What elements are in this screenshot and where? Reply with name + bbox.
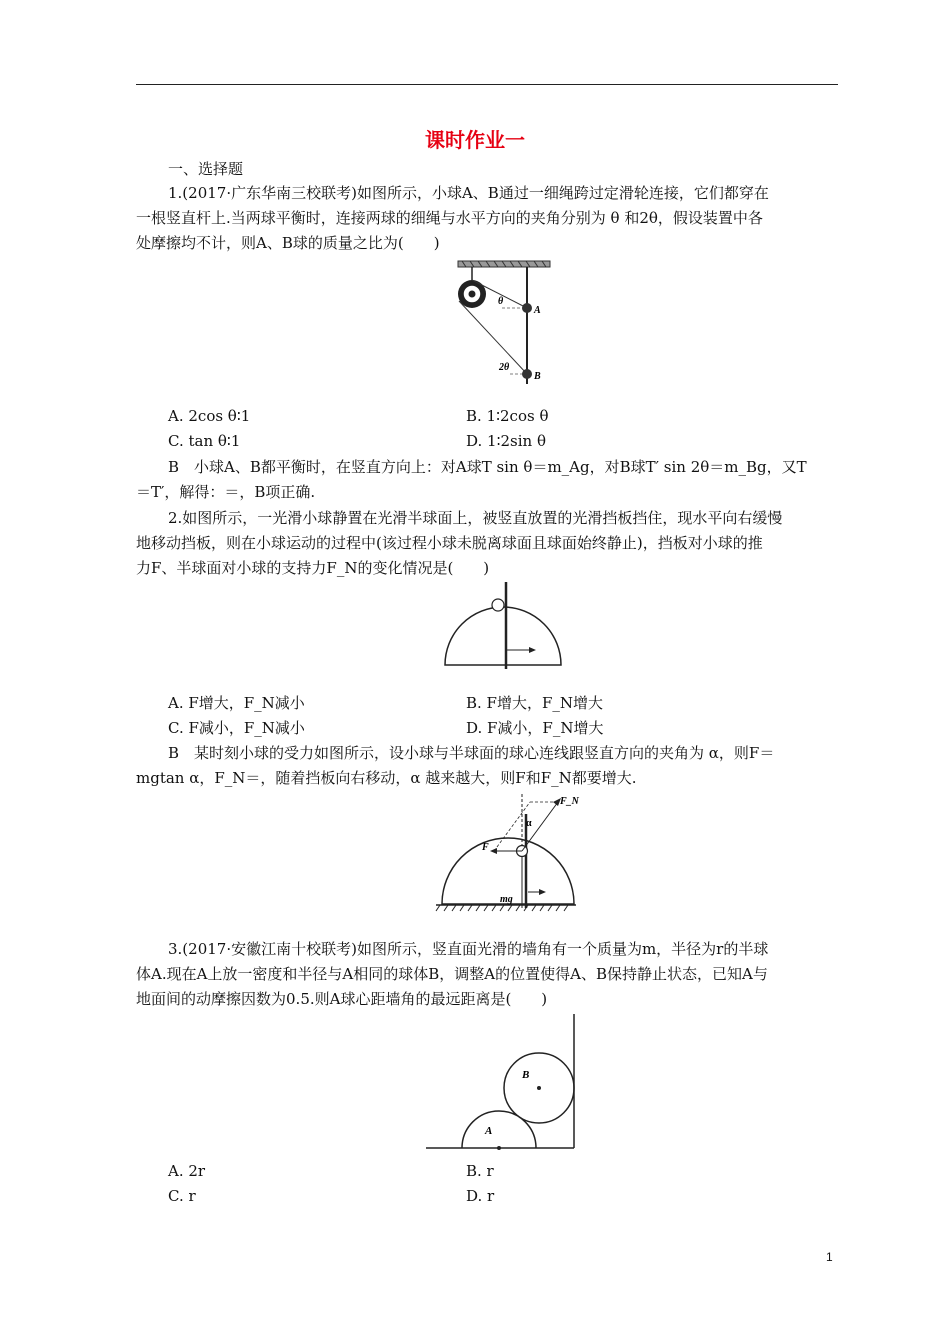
q1-label-a: A — [534, 305, 541, 316]
q3-option-c: C. r — [168, 1187, 196, 1205]
q2-option-d: D. F减小，F_N增大 — [466, 719, 604, 737]
q2-alpha-label: α — [526, 818, 532, 829]
q1-theta-label: θ — [498, 296, 504, 307]
q1-answer-line: ＝T′，解得：＝，B项正确. — [136, 483, 316, 501]
q1-text-line: 处摩擦均不计，则A、B球的质量之比为( ) — [136, 234, 440, 252]
q2-fn-label: F_N — [560, 796, 579, 807]
q2-text-line: 地移动挡板，则在小球运动的过程中(该过程小球未脱离球面且球面始终静止)，挡板对小球的推 — [136, 534, 763, 552]
q3-label-b: B — [522, 1069, 530, 1081]
q3-wall-figure — [424, 1012, 580, 1152]
q3-option-b: B. r — [466, 1162, 494, 1180]
q1-option-c: C. tan θ∶1 — [168, 432, 241, 450]
header-rule — [136, 84, 838, 85]
q1-option-a: A. 2cos θ∶1 — [168, 407, 251, 425]
q2-answer-line: mgtan α，F_N＝，随着挡板向右移动，α 越来越大，则F和F_N都要增大. — [136, 769, 637, 787]
q1-label-b: B — [534, 371, 541, 382]
q1-two-theta-label: 2θ — [499, 362, 510, 373]
q2-text-line: 2.如图所示，一光滑小球静置在光滑半球面上，被竖直放置的光滑挡板挡住，现水平向右缓慢 — [168, 509, 783, 527]
q1-pulley-figure — [450, 260, 560, 386]
q3-label-a: A — [485, 1125, 493, 1137]
q1-option-b: B. 1∶2cos θ — [466, 407, 549, 425]
q2-hemisphere-figure — [440, 580, 570, 670]
q2-answer-line: B 某时刻小球的受力如图所示，设小球与半球面的球心连线跟竖直方向的夹角为 α，则F＝ — [168, 744, 775, 762]
q2-option-b: B. F增大，F_N增大 — [466, 694, 604, 712]
q1-text-line: 一根竖直杆上.当两球平衡时，连接两球的细绳与水平方向的夹角分别为 θ 和2θ，假设装置中各 — [136, 209, 763, 227]
q3-text-line: 地面间的动摩擦因数为0.5.则A球心距墙角的最远距离是( ) — [136, 990, 548, 1008]
q1-option-d: D. 1∶2sin θ — [466, 432, 546, 450]
q1-answer-line: B 小球A、B都平衡时，在竖直方向上：对A球T sin θ＝m_Ag，对B球T′ sin 2θ＝m_Bg，又T — [168, 458, 807, 476]
page-number: 1 — [826, 1250, 833, 1264]
q2-mg-label: mg — [500, 894, 513, 905]
q3-option-a: A. 2r — [168, 1162, 206, 1180]
q3-option-d: D. r — [466, 1187, 495, 1205]
q2-option-a: A. F增大，F_N减小 — [168, 694, 305, 712]
q1-text-line: 1.(2017·广东华南三校联考)如图所示，小球A、B通过一细绳跨过定滑轮连接，它们都穿在 — [168, 184, 769, 202]
q2-force-diagram — [430, 792, 579, 916]
q2-text-line: 力F、半球面对小球的支持力F_N的变化情况是( ) — [136, 559, 490, 577]
q2-option-c: C. F减小，F_N减小 — [168, 719, 305, 737]
q2-f-label: F — [482, 842, 489, 853]
section-heading: 一、选择题 — [168, 160, 244, 178]
page-title: 课时作业一 — [425, 128, 525, 152]
q3-text-line: 体A.现在A上放一密度和半径与A相同的球体B，调整A的位置使得A、B保持静止状态，已知A与 — [136, 965, 768, 983]
q3-text-line: 3.(2017·安徽江南十校联考)如图所示，竖直面光滑的墙角有一个质量为m，半径为r的半球 — [168, 940, 769, 958]
